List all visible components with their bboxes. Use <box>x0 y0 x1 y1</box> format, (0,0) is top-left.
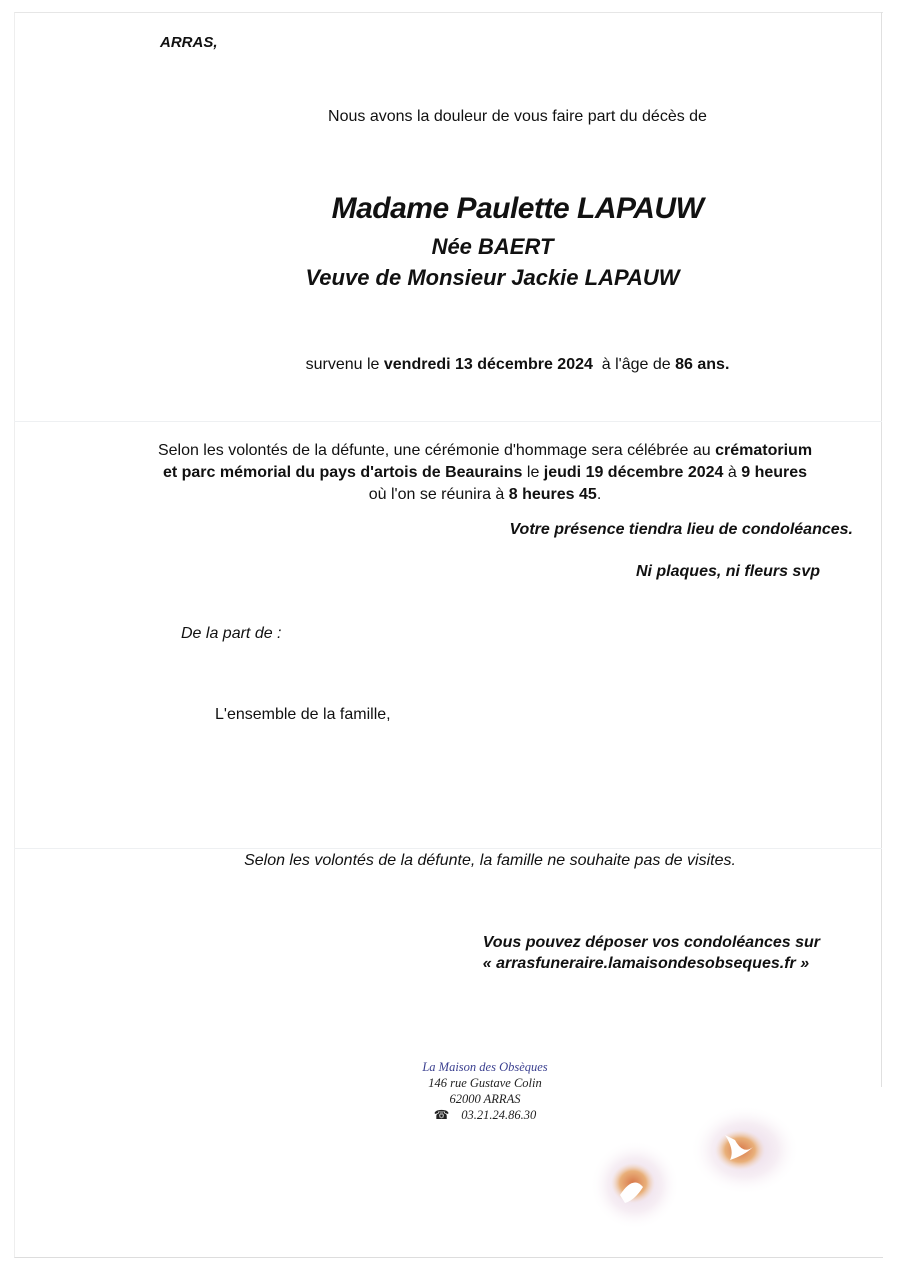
page-edge <box>881 12 882 1087</box>
intro-text: Nous avons la douleur de vous faire part du décès de <box>328 108 707 125</box>
age: 86 ans. <box>675 356 730 373</box>
ceremony-place: crématorium <box>715 442 813 459</box>
fold-line <box>14 421 882 422</box>
ceremony-time: 9 heures <box>741 464 808 481</box>
text: à <box>723 464 742 481</box>
ceremony-date: jeudi 19 décembre 2024 <box>543 464 724 481</box>
condolences-note <box>483 932 820 974</box>
funeral-home-info <box>380 1059 590 1123</box>
birth-name: Née BAERT <box>431 234 554 259</box>
ceremony-info <box>100 440 870 506</box>
text: Selon les volontés de la défunte, une cérémonie d'hommage sera célébrée au <box>157 442 716 459</box>
death-info <box>0 356 905 374</box>
telephone-icon: ☎ <box>433 1108 450 1122</box>
funeral-home-city: 62000 ARRAS <box>449 1092 521 1106</box>
family-text: L'ensemble de la famille, <box>215 706 391 723</box>
fold-line <box>14 848 882 849</box>
funeral-home-name: La Maison des Obsèques <box>422 1060 548 1074</box>
orchid-left <box>590 1140 680 1230</box>
visits-note: Selon les volontés de la défunte, la famille ne souhaite pas de visites. <box>244 852 736 869</box>
meeting-time: 8 heures 45 <box>508 486 597 503</box>
no-flowers-note: Ni plaques, ni fleurs svp <box>635 563 820 580</box>
text: le <box>522 464 544 481</box>
text: . <box>596 486 602 503</box>
text: à l'âge de <box>592 356 676 373</box>
funeral-home-street: 146 rue Gustave Colin <box>428 1076 542 1090</box>
condolences-text: Vous pouvez déposer vos condoléances sur <box>482 934 820 951</box>
presence-note: Votre présence tiendra lieu de condoléances. <box>509 521 853 538</box>
text: où l'on se réunira à <box>368 486 509 503</box>
condolences-url: « arrasfuneraire.lamaisondesobseques.fr » <box>482 955 810 972</box>
death-date: vendredi 13 décembre 2024 <box>383 356 593 373</box>
text: survenu le <box>305 356 384 373</box>
deceased-name: Madame Paulette LAPAUW <box>331 192 704 225</box>
ceremony-place: et parc mémorial du pays d'artois de Beaurains <box>162 464 523 481</box>
widow-of: Veuve de Monsieur Jackie LAPAUW <box>305 265 680 290</box>
from-label: De la part de : <box>181 625 282 642</box>
city-header: ARRAS, <box>160 34 218 51</box>
orchid-right <box>690 1105 800 1195</box>
orchid-flowers-image <box>585 1095 835 1240</box>
funeral-home-phone: 03.21.24.86.30 <box>461 1108 537 1122</box>
